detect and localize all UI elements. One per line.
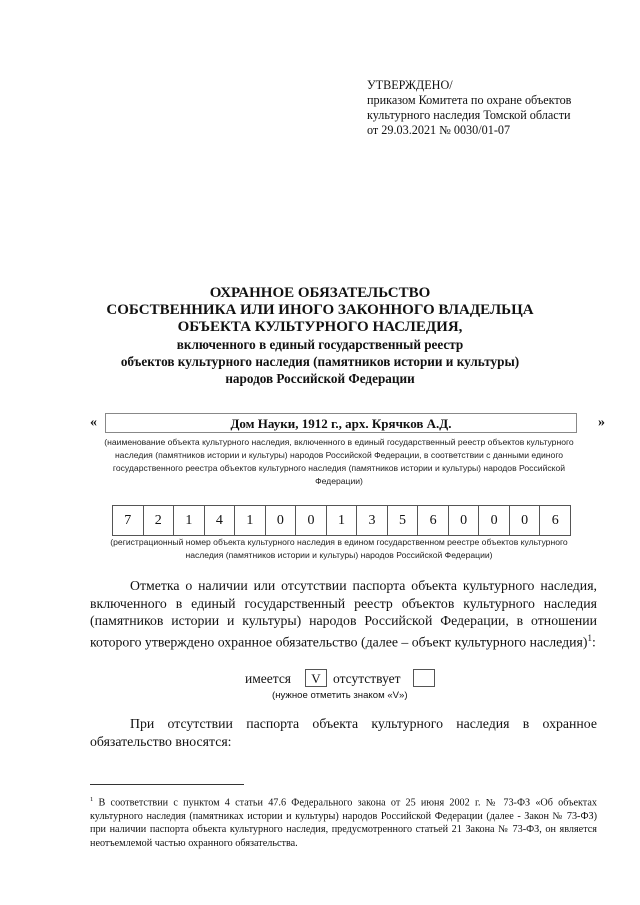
passport-paragraph — [90, 577, 597, 651]
registration-digit-cell[interactable]: 0 — [510, 506, 541, 535]
approval-committee: культурного наследия Томской области — [367, 108, 571, 122]
registration-digit-cell[interactable]: 2 — [144, 506, 175, 535]
no-passport-checkbox[interactable] — [413, 669, 435, 687]
registration-digit-cell[interactable]: 6 — [418, 506, 449, 535]
footnote-mark: 1 — [90, 796, 94, 803]
footnote — [90, 793, 597, 850]
approval-stamp — [367, 78, 607, 138]
registration-digit-cell[interactable]: 0 — [449, 506, 480, 535]
registration-digit-cell[interactable]: 0 — [296, 506, 327, 535]
registration-digit-cell[interactable]: 6 — [551, 513, 559, 528]
footnote-ref[interactable]: 1 — [587, 632, 592, 643]
object-name-row — [90, 413, 605, 435]
registration-digit-cell[interactable]: 1 — [327, 506, 358, 535]
footnote-separator — [90, 784, 244, 785]
object-name-caption: (наименование объекта культурного наследия, включенного в единый государственный реестр объектов культурного наследия (памятников истории и культуры) народов Российской Федерации, в соответствии с данными единого государственного реестра объектов культурного наследия (памятников истории и культуры) народов Российской Федерации) — [104, 437, 574, 486]
quote-open: « — [90, 415, 97, 430]
has-passport-checkbox[interactable]: V — [305, 669, 327, 687]
document-title — [40, 285, 600, 387]
title-line-2: СОБСТВЕННИКА ИЛИ ИНОГО ЗАКОННОГО ВЛАДЕЛЬЦА — [106, 302, 534, 318]
registration-digit-cell[interactable]: 4 — [205, 506, 236, 535]
checkbox-hint: (нужное отметить знаком «V») — [272, 690, 408, 701]
title-line-5: объектов культурного наследия (памятников истории и культуры) — [120, 354, 520, 369]
title-line-6: народов Российской Федерации — [225, 371, 415, 386]
registration-number-caption: (регистрационный номер объекта культурного наследия в едином государственном реестре объектов культурного наследия (памятников истории и культуры) народов Российской Федерации) — [110, 537, 568, 560]
registration-digit-cell[interactable]: 1 — [235, 506, 266, 535]
quote-close: » — [598, 415, 605, 430]
absence-paragraph — [90, 715, 597, 750]
passport-paragraph-text: Отметка о наличии или отсутствии паспорта объекта культурного наследия, включенного в единый государственный реестр объектов культурного наследия (памятников истории и культуры) народов Российской Федерации, в отношении которого утверждено охранное обязательство (далее – объект культурного наследия) — [90, 578, 597, 650]
registration-digit-cell[interactable]: 5 — [388, 506, 419, 535]
registration-digit-cell[interactable]: 7 — [113, 506, 144, 535]
title-line-3: ОБЪЕКТА КУЛЬТУРНОГО НАСЛЕДИЯ, — [177, 319, 463, 335]
approval-date-number: от 29.03.2021 № 0030/01-07 — [367, 123, 511, 137]
object-name-field[interactable]: Дом Науки, 1912 г., арх. Крячков А.Д. — [105, 413, 577, 433]
title-line-4: включенного в единый государственный реестр — [176, 337, 464, 352]
title-line-1: ОХРАННОЕ ОБЯЗАТЕЛЬСТВО — [209, 285, 431, 301]
registration-digit-cell[interactable]: 3 — [357, 506, 388, 535]
registration-digit-cell[interactable]: 0 — [266, 506, 297, 535]
has-passport-label: имеется — [245, 671, 292, 686]
approval-heading: УТВЕРЖДЕНО/ — [367, 78, 453, 92]
registration-digit-cell[interactable]: 0 — [479, 506, 510, 535]
passport-colon: : — [591, 634, 596, 650]
registration-digit-cell[interactable]: 1 — [174, 506, 205, 535]
no-passport-label: отсутствует — [333, 671, 401, 686]
footnote-text: В соответствии с пунктом 4 статьи 47.6 Федерального закона от 25 июня 2002 г. № 73-ФЗ «Об объектах культурного наследия (памятниках истории и культуры) народов Российской Федерации (далее - Закон № 73-ФЗ) при наличии паспорта объекта культурного наследия, предусмотренного статьей 21 Закона № 73-ФЗ, он является неотъемлемой частью охранного обязательства. — [90, 797, 597, 849]
approval-order: приказом Комитета по охране объектов — [367, 93, 572, 107]
absence-paragraph-text: При отсутствии паспорта объекта культурного наследия в охранное обязательство вносятся: — [90, 716, 597, 749]
registration-number-grid — [112, 505, 571, 536]
